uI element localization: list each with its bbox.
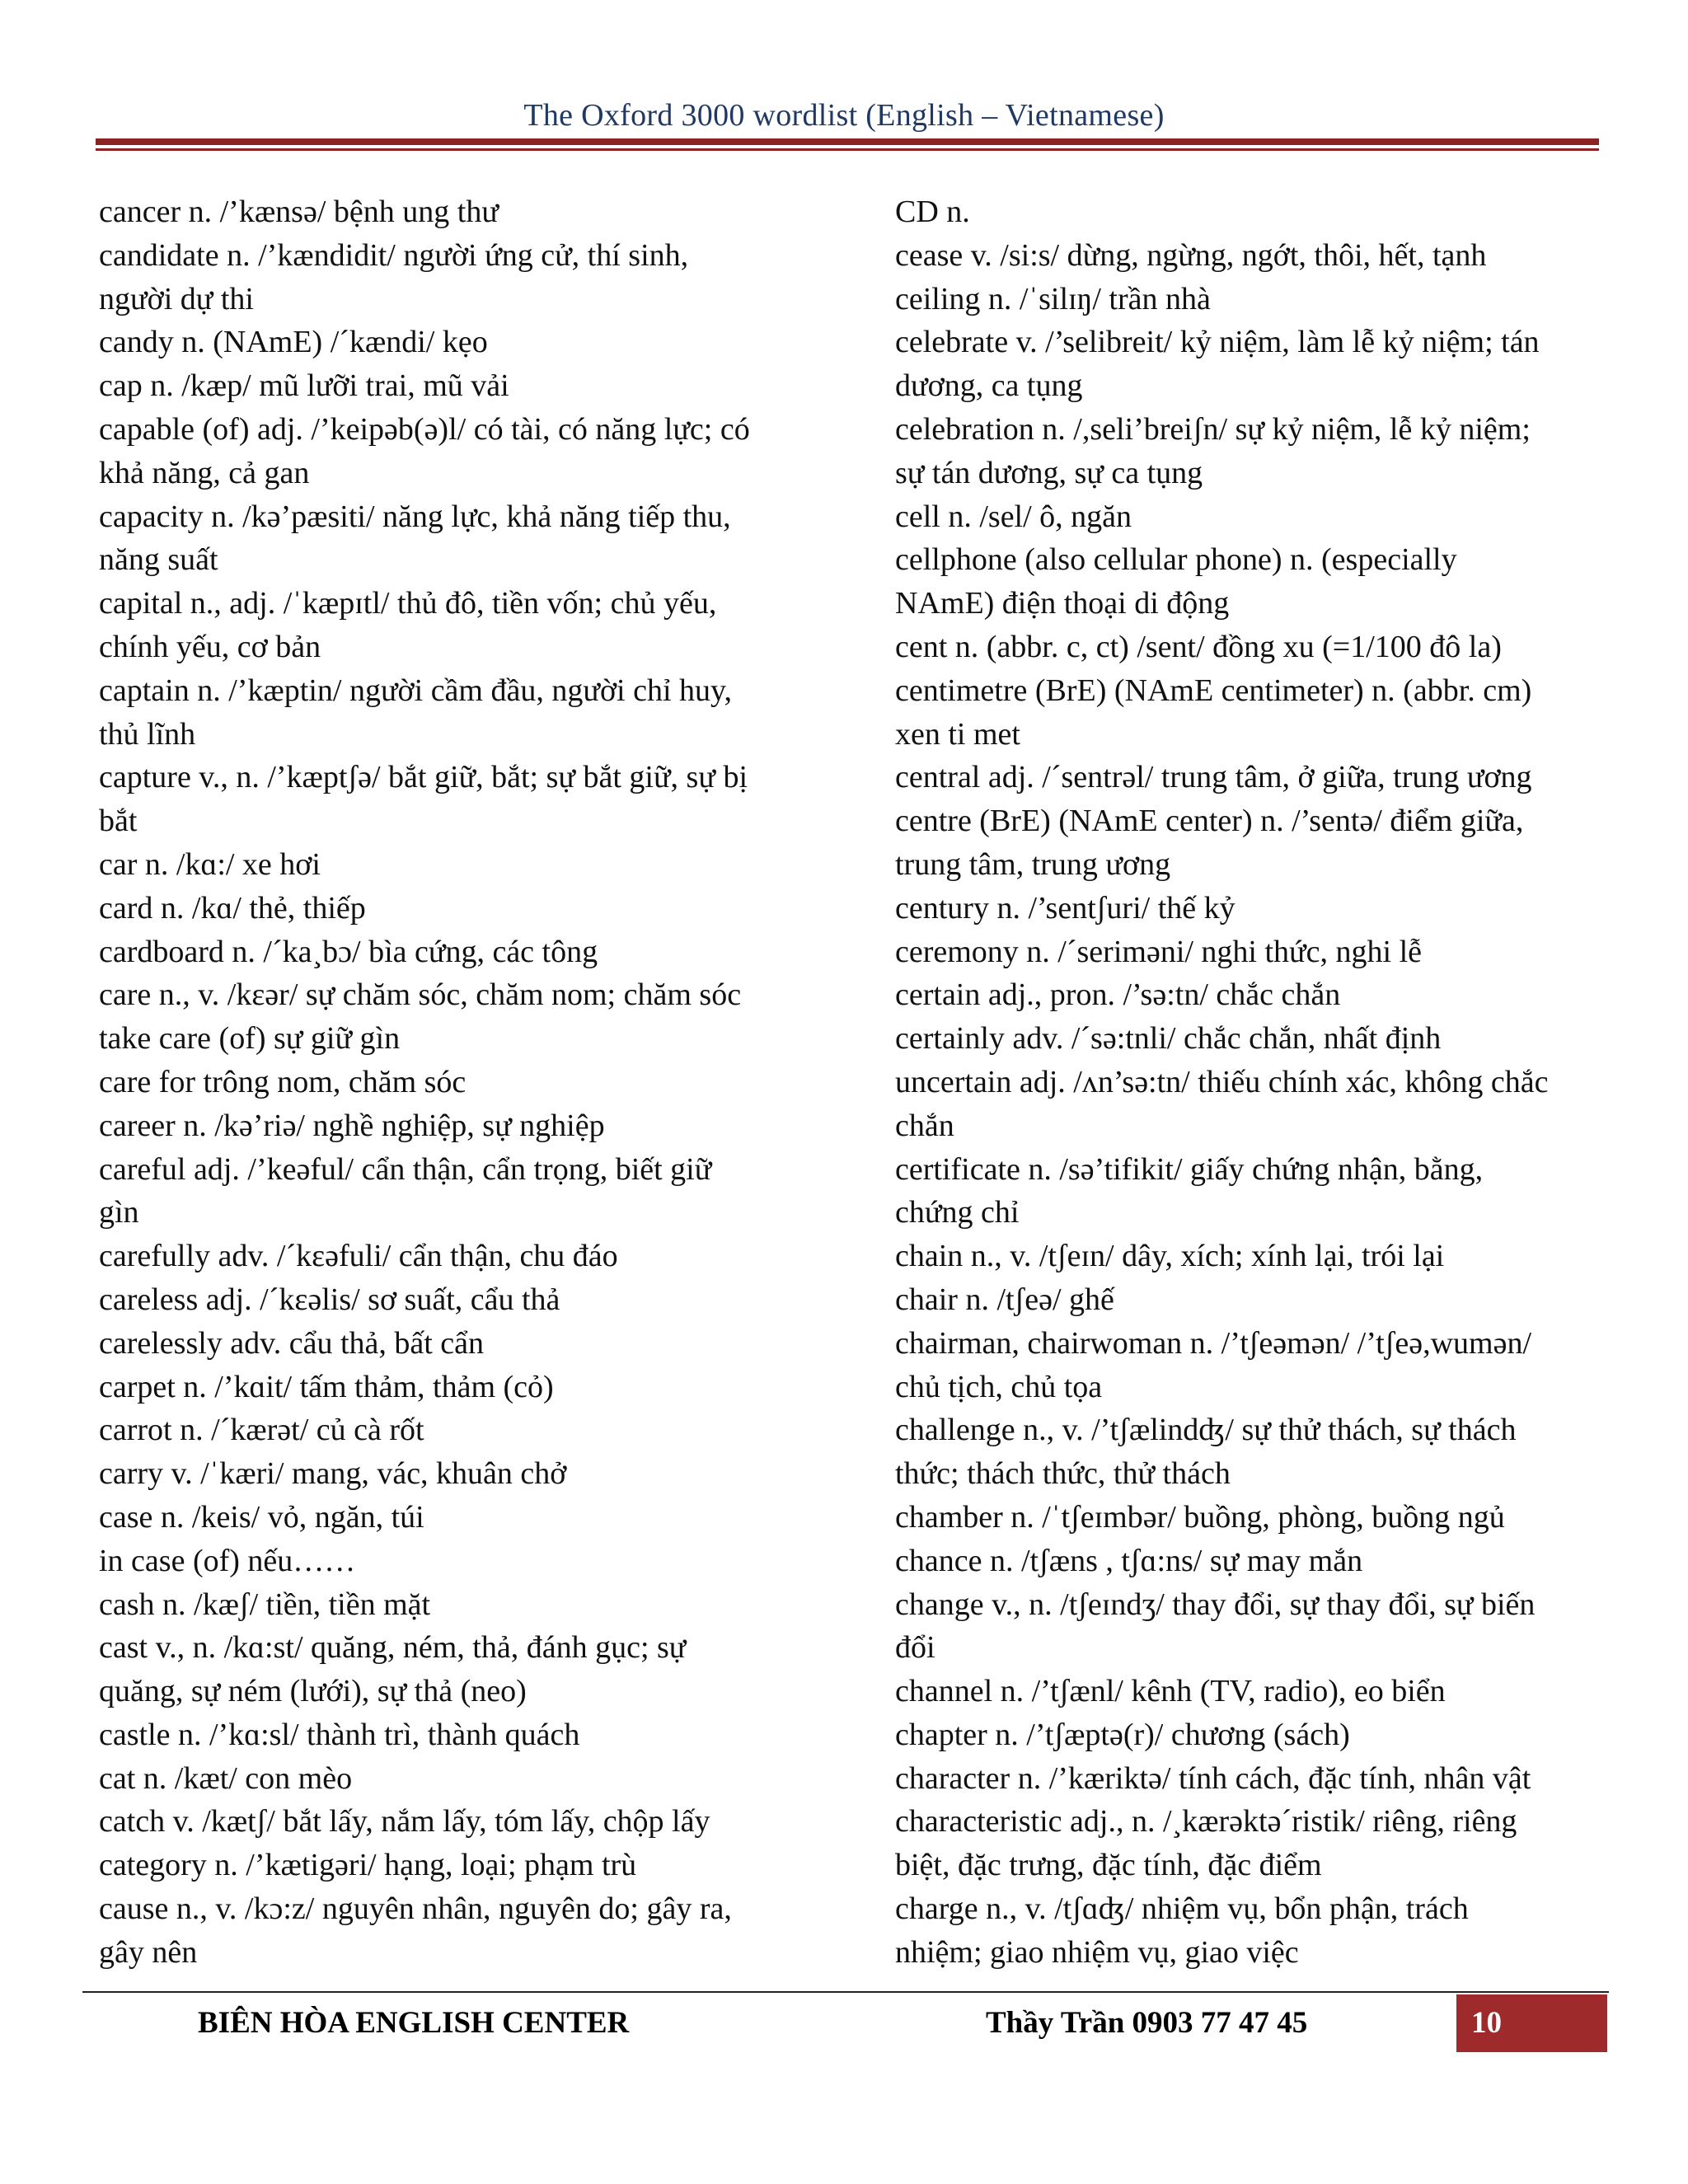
right-column [895, 190, 1653, 1975]
dictionary-line: channel n. /’tʃænl/ kênh (TV, radio), eo biển [895, 1674, 1446, 1709]
dictionary-line: characteristic adj., n. /¸kærəktə´ristik/ riêng, riêng [895, 1804, 1517, 1840]
dictionary-line: centimetre (BrE) (NAmE centimeter) n. (abbr. cm) [895, 673, 1532, 708]
dictionary-line: gây nên [99, 1934, 198, 1970]
dictionary-line: catch v. /kætʃ/ bắt lấy, nắm lấy, tóm lấy, chộp lấy [99, 1804, 710, 1840]
dictionary-line: năng suất [99, 542, 218, 578]
footer-contact: Thầy Trần 0903 77 47 45 [986, 2006, 1308, 2040]
dictionary-line: change v., n. /tʃeɪndʒ/ thay đổi, sự thay đổi, sự biến [895, 1586, 1536, 1622]
dictionary-line: dương, ca tụng [895, 368, 1083, 404]
page-number-box [1456, 1994, 1607, 2052]
dictionary-line: candy n. (NAmE) /´kændi/ kẹo [99, 325, 488, 360]
dictionary-line: careful adj. /’keəful/ cẩn thận, cẩn trọng, biết giữ [99, 1151, 712, 1187]
dictionary-line: cell n. /sel/ ô, ngăn [895, 499, 1132, 534]
dictionary-line: capacity n. /kə’pæsiti/ năng lực, khả năng tiếp thu, [99, 499, 731, 534]
dictionary-line: chairman, chairwoman n. /’tʃeəmən/ /’tʃeə,wumən/ [895, 1325, 1532, 1361]
dictionary-line: sự tán dương, sự ca tụng [895, 455, 1203, 490]
dictionary-line: gìn [99, 1195, 139, 1230]
footer-center-name: BIÊN HÒA ENGLISH CENTER [198, 2006, 630, 2040]
dictionary-line: chance n. /tʃæns , tʃɑ:ns/ sự may mắn [895, 1543, 1363, 1578]
dictionary-line: captain n. /’kæptin/ người cầm đầu, người chỉ huy, [99, 673, 733, 708]
dictionary-line: celebration n. /,seli’breiʃn/ sự kỷ niệm, lễ kỷ niệm; [895, 411, 1531, 447]
dictionary-line: central adj. /´sentrəl/ trung tâm, ở giữa, trung ương [895, 760, 1532, 795]
dictionary-line: capable (of) adj. /’keipəb(ə)l/ có tài, có năng lực; có [99, 411, 750, 447]
dictionary-line: certain adj., pron. /’sə:tn/ chắc chắn [895, 977, 1341, 1013]
dictionary-line: carpet n. /’kɑit/ tấm thảm, thảm (cỏ) [99, 1369, 554, 1404]
dictionary-line: đổi [895, 1630, 935, 1666]
dictionary-line: uncertain adj. /ʌn’sə:tn/ thiếu chính xác, không chắc [895, 1064, 1549, 1099]
left-column [99, 190, 857, 1975]
dictionary-line: care n., v. /kɛər/ sự chăm sóc, chăm nom; chăm sóc [99, 977, 742, 1013]
document-title: The Oxford 3000 wordlist (English – Vietnamese) [523, 98, 1165, 133]
dictionary-line: cash n. /kæʃ/ tiền, tiền mặt [99, 1586, 431, 1622]
dictionary-line: carrot n. /´kærət/ củ cà rốt [99, 1413, 424, 1448]
dictionary-line: chain n., v. /tʃeɪn/ dây, xích; xính lại, trói lại [895, 1239, 1445, 1274]
dictionary-line: take care (of) sự giữ gìn [99, 1021, 401, 1057]
dictionary-line: certainly adv. /´sə:tnli/ chắc chắn, nhất định [895, 1021, 1442, 1057]
dictionary-line: card n. /kɑ/ thẻ, thiếp [99, 890, 366, 926]
dictionary-line: century n. /’sentʃuri/ thế kỷ [895, 890, 1236, 926]
dictionary-line: quăng, sự ném (lưới), sự thả (neo) [99, 1674, 527, 1709]
dictionary-line: chính yếu, cơ bản [99, 629, 321, 664]
dictionary-line: character n. /’kæriktə/ tính cách, đặc tính, nhân vật [895, 1760, 1531, 1796]
dictionary-line: case n. /keis/ vỏ, ngăn, túi [99, 1499, 424, 1535]
dictionary-line: cast v., n. /kɑ:st/ quăng, ném, thả, đánh gục; sự [99, 1630, 687, 1666]
dictionary-line: centre (BrE) (NAmE center) n. /’sentə/ điểm giữa, [895, 804, 1524, 839]
dictionary-line: cap n. /kæp/ mũ lưỡi trai, mũ vải [99, 368, 509, 404]
dictionary-line: careless adj. /´kɛəlis/ sơ suất, cẩu thả [99, 1282, 560, 1317]
dictionary-line: chứng chỉ [895, 1195, 1020, 1230]
dictionary-line: người dự thi [99, 281, 254, 316]
footer-rule [82, 1991, 1609, 1993]
dictionary-line: candidate n. /’kændidit/ người ứng cử, thí sinh, [99, 237, 689, 273]
dictionary-line: category n. /’kætigəri/ hạng, loại; phạm trù [99, 1848, 637, 1883]
dictionary-line: nhiệm; giao nhiệm vụ, giao việc [895, 1934, 1299, 1970]
dictionary-line: ceremony n. /´seriməni/ nghi thức, nghi lễ [895, 934, 1422, 969]
dictionary-line: cat n. /kæt/ con mèo [99, 1760, 353, 1796]
dictionary-line: NAmE) điện thoại di động [895, 586, 1230, 621]
dictionary-line: in case (of) nếu…… [99, 1543, 356, 1578]
dictionary-line: cellphone (also cellular phone) n. (especially [895, 542, 1457, 578]
dictionary-line: care for trông nom, chăm sóc [99, 1064, 467, 1099]
page-number: 10 [1471, 2006, 1502, 2040]
dictionary-line: castle n. /’kɑ:sl/ thành trì, thành quách [99, 1717, 580, 1752]
header-rule-thick [96, 138, 1599, 145]
dictionary-line: charge n., v. /tʃɑʤ/ nhiệm vụ, bổn phận, trách [895, 1891, 1469, 1927]
dictionary-line: carry v. /ˈkæri/ mang, vác, khuân chở [99, 1456, 567, 1492]
dictionary-line: certificate n. /sə’tifikit/ giấy chứng nhận, bằng, [895, 1151, 1484, 1187]
dictionary-line: biệt, đặc trưng, đặc tính, đặc điểm [895, 1848, 1322, 1883]
dictionary-line: khả năng, cả gan [99, 455, 310, 490]
dictionary-line: capture v., n. /’kæptʃə/ bắt giữ, bắt; sự bắt giữ, sự bị [99, 760, 748, 795]
dictionary-line: chắn [895, 1108, 954, 1143]
dictionary-line: cardboard n. /´ka¸bɔ/ bìa cứng, các tông [99, 934, 598, 969]
dictionary-line: chair n. /tʃeə/ ghế [895, 1282, 1114, 1317]
dictionary-line: thủ lĩnh [99, 716, 196, 752]
dictionary-line: xen ti met [895, 716, 1020, 752]
dictionary-line: carelessly adv. cẩu thả, bất cẩn [99, 1325, 485, 1361]
dictionary-line: car n. /kɑ:/ xe hơi [99, 846, 321, 882]
dictionary-line: capital n., adj. /ˈkæpɪtl/ thủ đô, tiền vốn; chủ yếu, [99, 586, 717, 621]
dictionary-line: cause n., v. /kɔ:z/ nguyên nhân, nguyên do; gây ra, [99, 1891, 732, 1927]
dictionary-line: celebrate v. /’selibreit/ kỷ niệm, làm lễ kỷ niệm; tán [895, 325, 1540, 360]
dictionary-line: cent n. (abbr. c, ct) /sent/ đồng xu (=1/100 đô la) [895, 629, 1502, 664]
dictionary-line: carefully adv. /´kɛəfuli/ cẩn thận, chu đáo [99, 1239, 618, 1274]
dictionary-line: cease v. /si:s/ dừng, ngừng, ngớt, thôi, hết, tạnh [895, 237, 1487, 273]
dictionary-line: ceiling n. /ˈsilɪŋ/ trần nhà [895, 281, 1211, 316]
dictionary-line: chapter n. /’tʃæptə(r)/ chương (sách) [895, 1717, 1350, 1752]
dictionary-line: chamber n. /ˈtʃeɪmbər/ buồng, phòng, buồng ngủ [895, 1499, 1505, 1535]
dictionary-line: thức; thách thức, thử thách [895, 1456, 1231, 1492]
dictionary-line: cancer n. /’kænsə/ bệnh ung thư [99, 194, 499, 229]
dictionary-line: chủ tịch, chủ tọa [895, 1369, 1103, 1404]
dictionary-line: bắt [99, 804, 138, 839]
dictionary-line: trung tâm, trung ương [895, 846, 1171, 882]
dictionary-line: CD n. [895, 194, 970, 229]
dictionary-line: challenge n., v. /’tʃælindʤ/ sự thử thách, sự thách [895, 1413, 1517, 1448]
dictionary-line: career n. /kə’riə/ nghề nghiệp, sự nghiệp [99, 1108, 605, 1143]
header-rule-thin [96, 148, 1599, 151]
